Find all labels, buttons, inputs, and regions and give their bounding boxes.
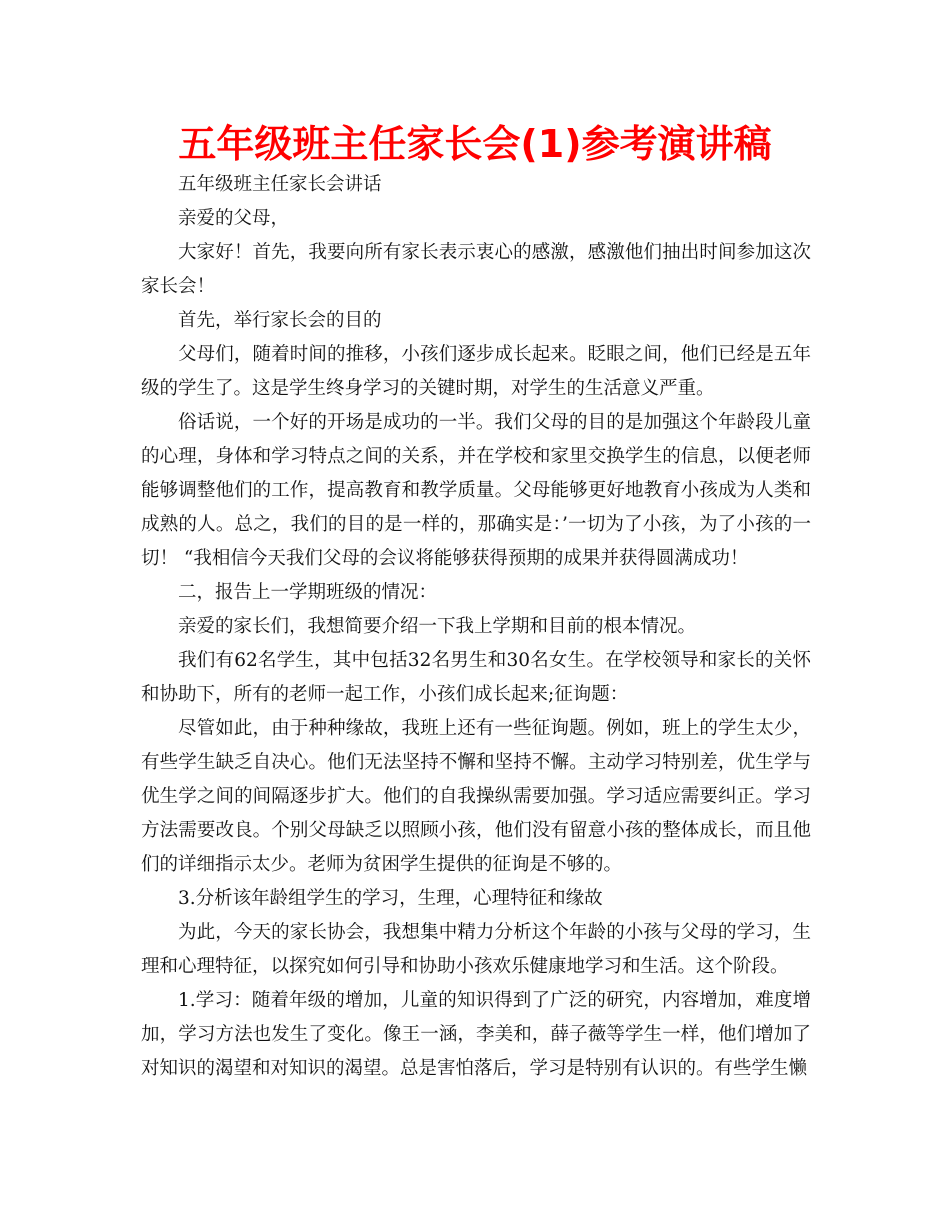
body-paragraph: 五年级班主任家长会讲话 xyxy=(178,174,382,195)
body-paragraph: 我们有62名学生，其中包括32名男生和30名女生。在学校领导和家长的关怀和协助下，所有的老师一起工作，小孩们成长起来;征询题： xyxy=(141,650,811,705)
body-paragraph: 大家好！首先，我要向所有家长表示衷心的感激，感激他们抽出时间参加这次家长会！ xyxy=(141,242,811,297)
body-paragraph: 父母们，随着时间的推移，小孩们逐步成长起来。眨眼之间，他们已经是五年级的学生了。这是学生终身学习的关键时期，对学生的生活意义严重。 xyxy=(141,344,811,399)
body-paragraph: 亲爱的家长们，我想简要介绍一下我上学期和目前的根本情况。 xyxy=(178,616,697,637)
body-paragraph: 为此，今天的家长协会，我想集中精力分析这个年龄的小孩与父母的学习，生理和心理特征，以探究如何引导和协助小孩欢乐健康地学习和生活。这个阶段。 xyxy=(141,922,811,977)
document-body xyxy=(141,168,811,1086)
body-paragraph: 二，报告上一学期班级的情况： xyxy=(178,582,438,603)
body-paragraph: 首先，举行家长会的目的 xyxy=(178,310,382,331)
body-paragraph: 3.分析该年龄组学生的学习，生理，心理特征和缘故 xyxy=(178,888,603,909)
body-paragraph: 俗话说，一个好的开场是成功的一半。我们父母的目的是加强这个年龄段儿童的心理，身体和学习特点之间的关系，并在学校和家里交换学生的信息，以便老师能够调整他们的工作，提高教育和教学质量。父母能够更好地教育小孩成为人类和成熟的人。总之，我们的目的是一样的，那确实是：’一切为了小孩，为了小孩的一切！ “我相信今天我们父母的会议将能够获得预期的成果并获得圆满成功！ xyxy=(141,412,811,569)
document-title: 五年级班主任家长会(1)参考演讲稿 xyxy=(178,122,772,166)
body-paragraph: 亲爱的父母， xyxy=(178,208,290,229)
body-paragraph: 1.学习：随着年级的增加，儿童的知识得到了广泛的研究，内容增加，难度增加，学习方法也发生了变化。像王一涵，李美和，薛子薇等学生一样，他们增加了对知识的渴望和对知识的渴望。总是害怕落后，学习是特别有认识的。有些学生懒 xyxy=(141,990,811,1079)
body-paragraph: 尽管如此，由于种种缘故，我班上还有一些征询题。例如，班上的学生太少，有些学生缺乏自决心。他们无法坚持不懈和坚持不懈。主动学习特别差，优生学与优生学之间的间隔逐步扩大。他们的自我操纵需要加强。学习适应需要纠正。学习方法需要改良。个别父母缺乏以照顾小孩，他们没有留意小孩的整体成长，而且他们的详细指示太少。老师为贫困学生提供的征询是不够的。 xyxy=(141,718,811,875)
